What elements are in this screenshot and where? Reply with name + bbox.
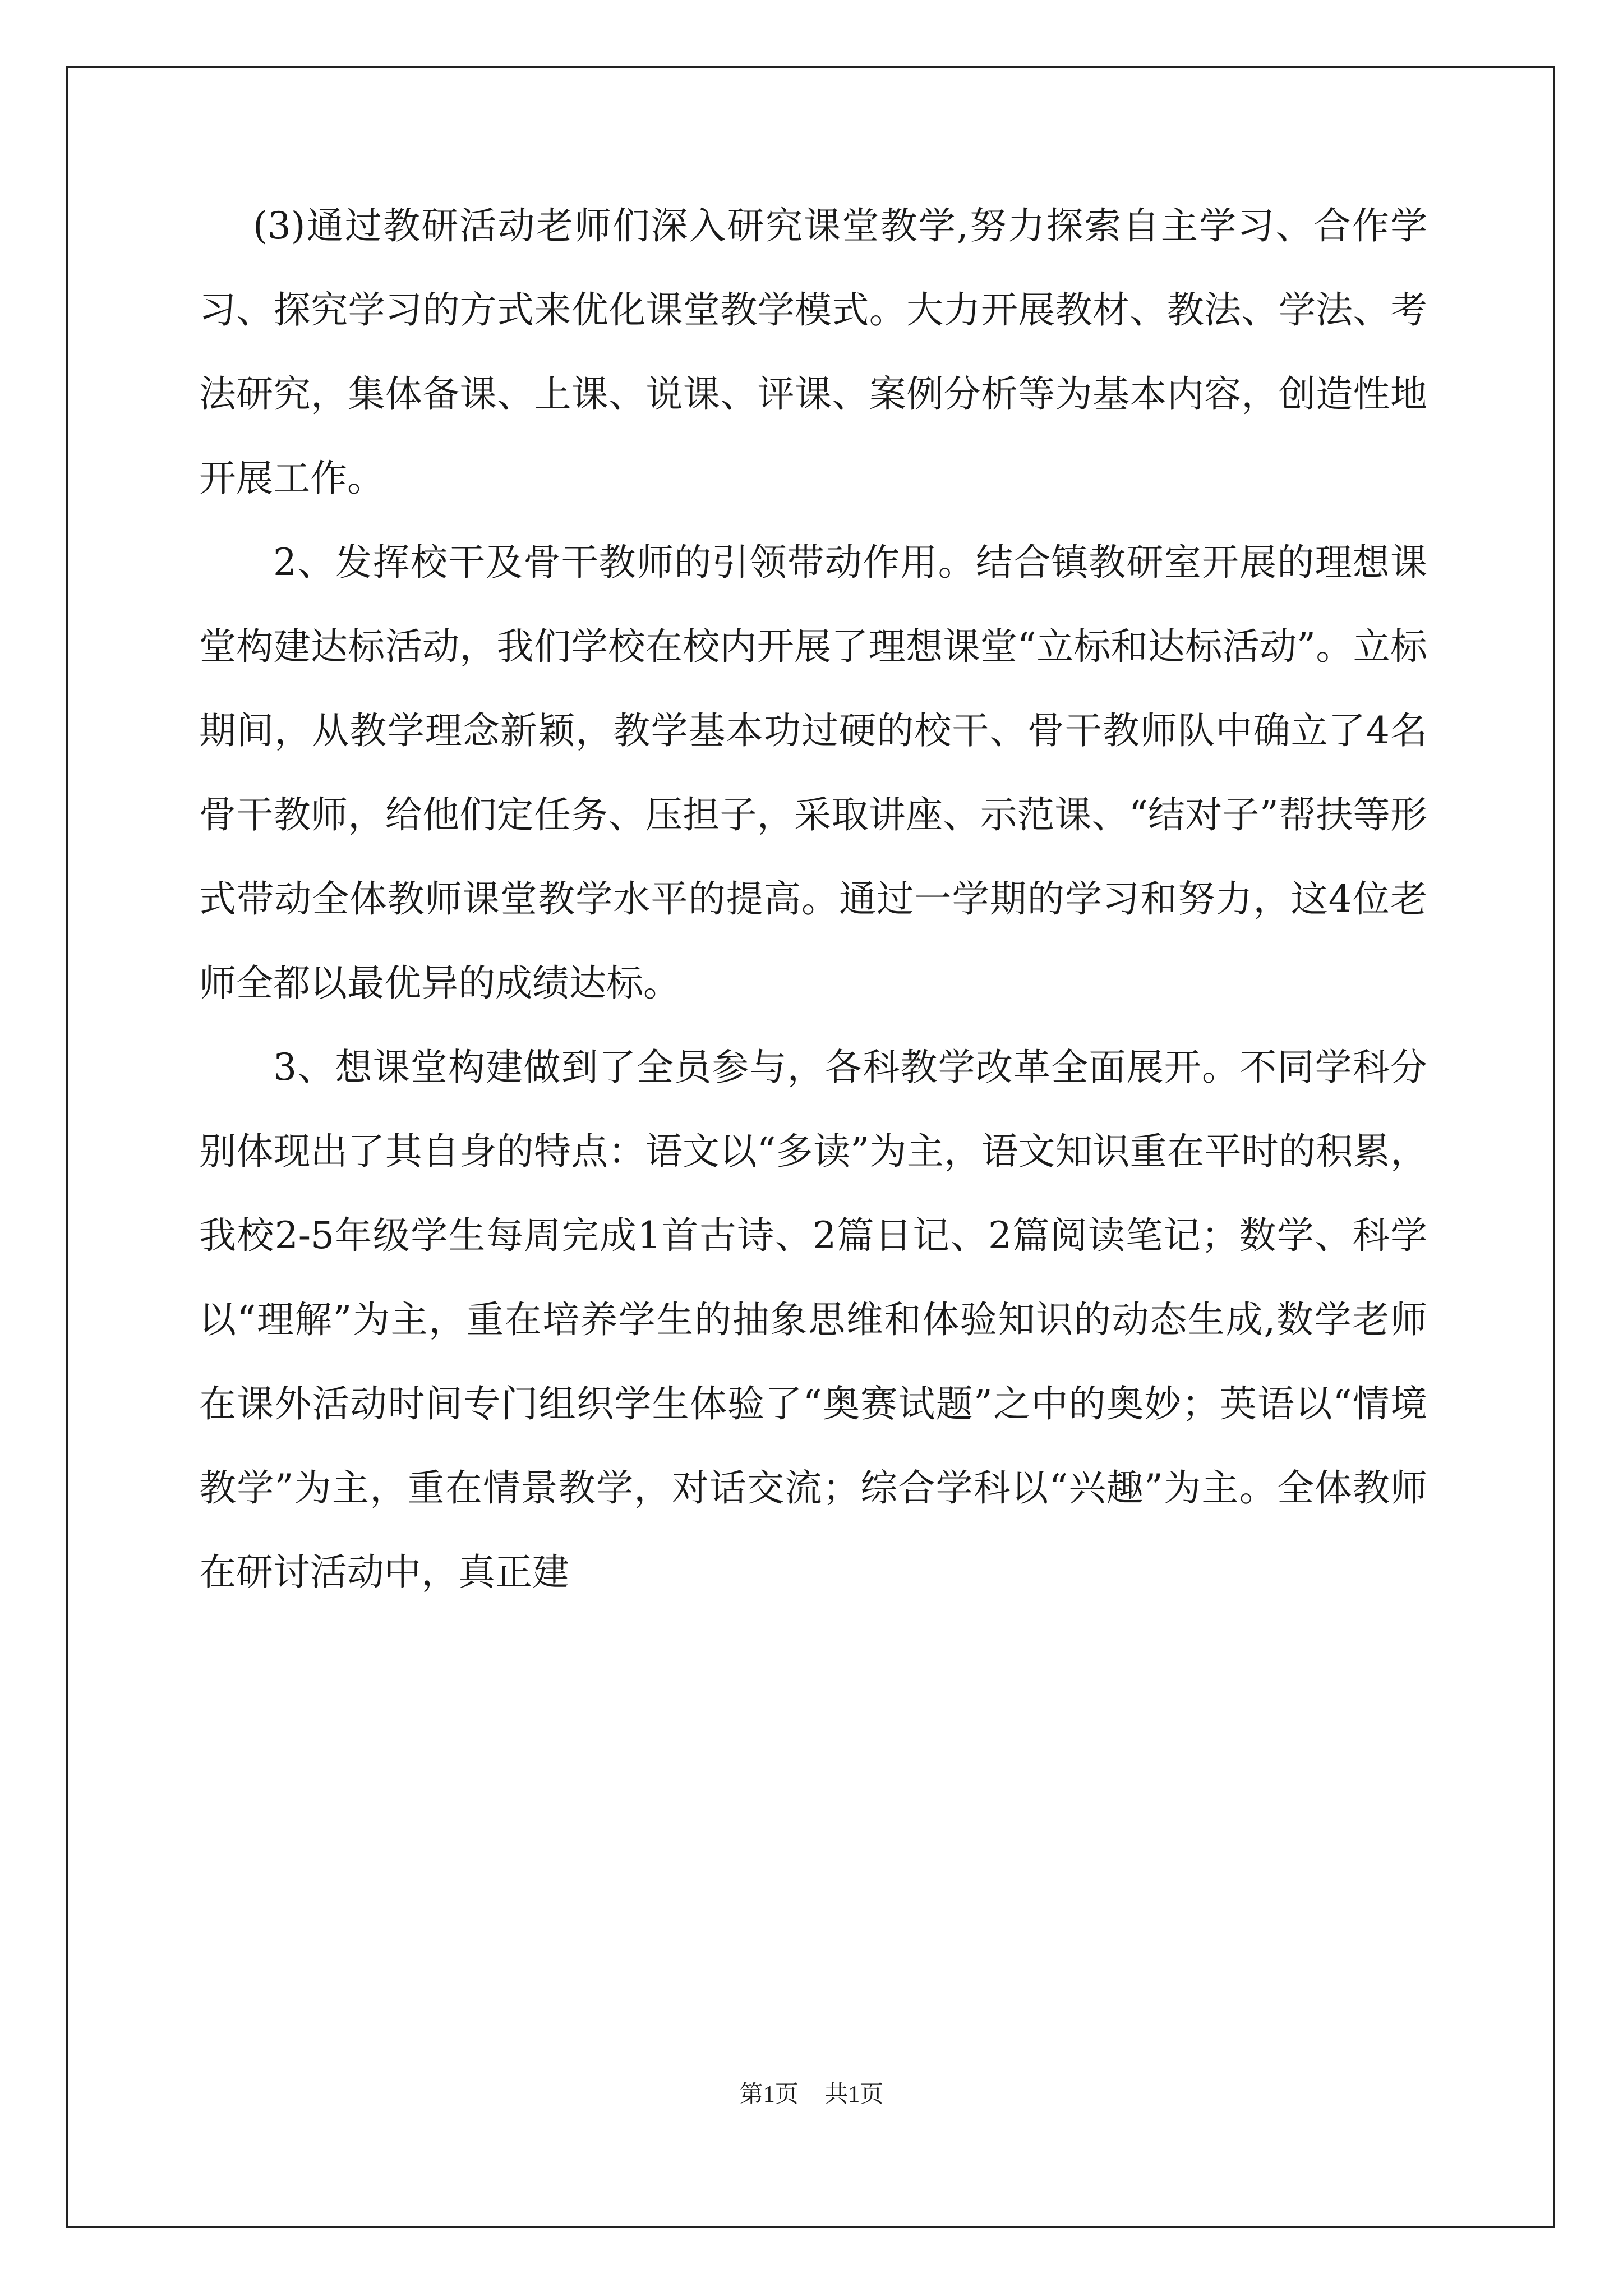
paragraph-1: (3)通过教研活动老师们深入研究课堂教学,努力探索自主学习、合作学习、探究学习的方式来优化课堂教学模式。大力开展教材、教法、学法、考法研究，集体备课、上课、说课、评课、案例分析等为基本内容，创造性地开展工作。 <box>199 204 1427 500</box>
page-number: 第1页 <box>739 2082 799 2108</box>
paragraph-3: 3、想课堂构建做到了全员参与，各科教学改革全面展开。不同学科分别体现出了其自身的特点：语文以“多读”为主，语文知识重在平时的积累，我校2-5年级学生每周完成1首古诗、2篇日记、2篇阅读笔记；数学、科学以“理解”为主，重在培养学生的抽象思维和体验知识的动态生成,数学老师在课外活动时间专门组织学生体验了“奥赛试题”之中的奥妙；英语以“情境教学”为主，重在情景教学，对话交流；综合学科以“兴趣”为主。全体教师在研讨活动中，真正建 <box>199 1046 1427 1594</box>
paragraph-2: 2、发挥校干及骨干教师的引领带动作用。结合镇教研室开展的理想课堂构建达标活动，我们学校在校内开展了理想课堂“立标和达标活动”。立标期间，从教学理念新颖，教学基本功过硬的校干、骨干教师队中确立了4名骨干教师，给他们定任务、压担子，采取讲座、示范课、“结对子”帮扶等形式带动全体教师课堂教学水平的提高。通过一学期的学习和努力，这4位老师全都以最优异的成绩达标。 <box>199 541 1427 1005</box>
page-footer <box>0 2076 1623 2109</box>
page-total: 共1页 <box>824 2082 884 2108</box>
document-body <box>199 184 1427 1614</box>
